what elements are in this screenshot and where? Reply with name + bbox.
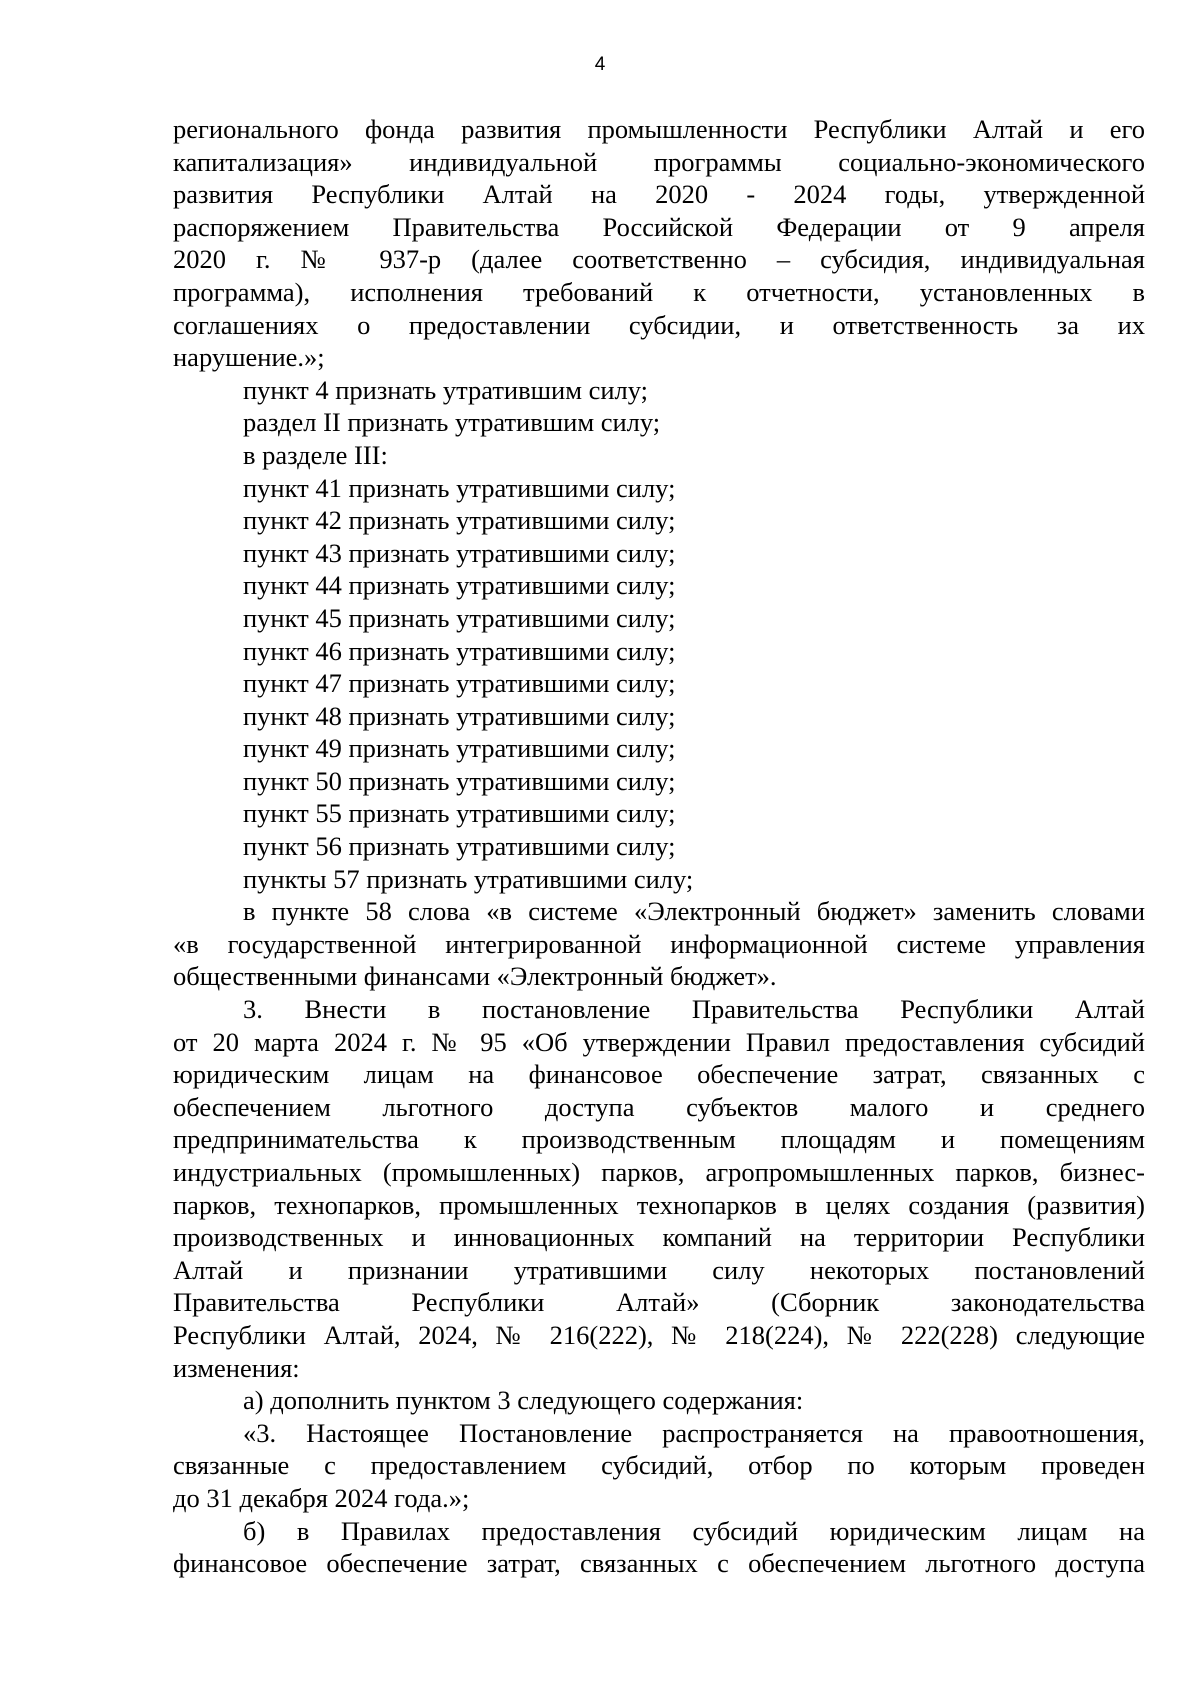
text-line: производственных и инновационных компаний на территории Республики [173,1222,1145,1253]
text-line: «в государственной интегрированной информационной системе управления [173,928,1145,959]
page-number: 4 [594,54,606,75]
text-line: пункт 4 признать утратившим силу; [243,374,649,405]
text-line: финансовое обеспечение затрат, связанных с обеспечением льготного доступа [173,1548,1145,1579]
text-line: изменения: [173,1352,300,1383]
text-line: индустриальных (промышленных) парков, агропромышленных парков, бизнес- [173,1157,1145,1187]
text-line: пункт 46 признать утратившими силу; [243,635,676,666]
document-body [173,113,1145,1580]
text-line: а) дополнить пунктом 3 следующего содержания: [243,1385,804,1416]
text-line: пункт 50 признать утратившими силу; [243,765,676,796]
text-line: в пункте 58 слова «в системе «Электронный бюджет» заменить словами [243,896,1145,927]
text-line: до 31 декабря 2024 года.»; [173,1482,470,1513]
text-line: от 20 марта 2024 г. № 95 «Об утверждении Правил предоставления субсидий [173,1026,1145,1057]
text-line: пункт 43 признать утратившими силу; [243,537,676,568]
text-line: пункт 45 признать утратившими силу; [243,602,676,633]
text-line: пункт 47 признать утратившими силу; [243,668,676,699]
text-line: обеспечением льготного доступа субъектов малого и среднего [173,1091,1145,1122]
text-line: пункт 48 признать утратившими силу; [243,700,676,731]
text-line: Республики Алтай, 2024, № 216(222), № 218(224), № 222(228) следующие [173,1319,1145,1350]
text-line: общественными финансами «Электронный бюджет». [173,961,777,992]
text-line: развития Республики Алтай на 2020 - 2024 годы, утвержденной [173,179,1145,210]
text-line: нарушение.»; [173,342,325,373]
text-line: распоряжением Правительства Российской Федерации от 9 апреля [173,211,1145,242]
text-line: 2020 г. № 937-р (далее соответственно – субсидия, индивидуальная [173,244,1145,275]
text-line: связанные с предоставлением субсидий, отбор по которым проведен [173,1450,1145,1481]
text-line: Правительства Республики Алтай» (Сборник законодательства [173,1287,1145,1318]
text-line: б) в Правилах предоставления субсидий юридическим лицам на [243,1515,1145,1546]
text-line: капитализация» индивидуальной программы социально-экономического [173,146,1145,177]
text-line: пункт 41 признать утратившими силу; [243,472,676,503]
text-line: пункт 42 признать утратившими силу; [243,505,676,536]
text-line: программа), исполнения требований к отчетности, установленных в [173,276,1145,307]
text-line: парков, технопарков, промышленных технопарков в целях создания (развития) [173,1189,1145,1220]
text-line: пункт 56 признать утратившими силу; [243,831,676,862]
text-line: пункт 49 признать утратившими силу; [243,733,676,764]
text-line: пункт 55 признать утратившими силу; [243,798,676,829]
text-line: юридическим лицам на финансовое обеспечение затрат, связанных с [173,1059,1145,1090]
text-line: регионального фонда развития промышленности Республики Алтай и его [173,114,1145,144]
text-line: предпринимательства к производственным площадям и помещениям [173,1124,1145,1155]
text-line: «3. Настоящее Постановление распространяется на правоотношения, [243,1417,1145,1448]
text-line: раздел II признать утратившим силу; [243,407,661,438]
text-line: Алтай и признании утратившими силу некоторых постановлений [173,1254,1145,1285]
text-line: пункты 57 признать утратившими силу; [243,863,694,894]
text-line: пункт 44 признать утратившими силу; [243,570,676,601]
text-line: 3. Внести в постановление Правительства Республики Алтай [243,994,1145,1025]
text-line: соглашениях о предоставлении субсидии, и ответственность за их [173,309,1145,340]
text-line: в разделе III: [243,439,388,470]
